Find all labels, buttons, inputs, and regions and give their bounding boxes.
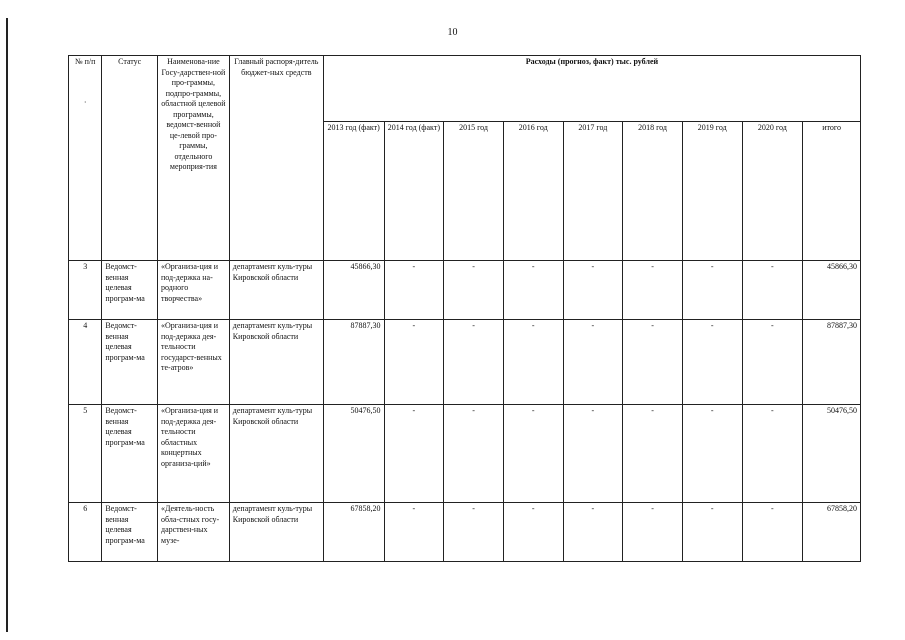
row-status: Ведомст-венная целевая програм-ма <box>102 503 158 562</box>
cell-2020: - <box>742 405 803 503</box>
cell-2016: - <box>503 503 563 562</box>
header-row-top <box>69 56 861 122</box>
cell-2018: - <box>623 320 683 405</box>
row-num: 4 <box>69 320 102 405</box>
cell-2014: - <box>384 320 444 405</box>
header-year-2014: 2014 год (факт) <box>384 122 444 261</box>
table-row <box>69 261 861 320</box>
header-budget-manager: Главный распоря-дитель бюджет-ных средств <box>229 56 323 261</box>
row-budget-manager: департамент куль-туры Кировской области <box>229 405 323 503</box>
row-budget-manager: департамент куль-туры Кировской области <box>229 261 323 320</box>
cell-2013: 67858,20 <box>323 503 384 562</box>
header-year-2020: 2020 год <box>742 122 803 261</box>
cell-2018: - <box>623 503 683 562</box>
cell-2014: - <box>384 261 444 320</box>
cell-2014: - <box>384 405 444 503</box>
cell-2017: - <box>563 503 623 562</box>
row-program-name: «Организа-ция и под-держка дея-тельности областных концертных организа-ций» <box>158 405 230 503</box>
header-year-2013: 2013 год (факт) <box>323 122 384 261</box>
cell-2018: - <box>623 405 683 503</box>
cell-2020: - <box>742 320 803 405</box>
cell-2014: - <box>384 503 444 562</box>
header-year-2017: 2017 год <box>563 122 623 261</box>
row-budget-manager: департамент куль-туры Кировской области <box>229 320 323 405</box>
cell-2019: - <box>682 261 742 320</box>
cell-total: 67858,20 <box>803 503 861 562</box>
table-row <box>69 503 861 562</box>
header-total: итого <box>803 122 861 261</box>
header-year-2015: 2015 год <box>444 122 504 261</box>
cell-total: 50476,50 <box>803 405 861 503</box>
cell-2016: - <box>503 405 563 503</box>
header-stub-mark: · <box>83 97 87 107</box>
cell-2020: - <box>742 261 803 320</box>
cell-2017: - <box>563 261 623 320</box>
cell-2019: - <box>682 320 742 405</box>
cell-2017: - <box>563 320 623 405</box>
cell-2017: - <box>563 405 623 503</box>
header-status: Статус <box>102 56 158 261</box>
budget-table <box>68 55 861 562</box>
header-year-2016: 2016 год <box>503 122 563 261</box>
row-program-name: «Деятель-ность обла-стных госу-дарствен-ных музе- <box>158 503 230 562</box>
cell-2015: - <box>444 405 504 503</box>
row-num: 6 <box>69 503 102 562</box>
cell-2013: 45866,30 <box>323 261 384 320</box>
row-status: Ведомст-венная целевая програм-ма <box>102 405 158 503</box>
row-budget-manager: департамент куль-туры Кировской области <box>229 503 323 562</box>
row-program-name: «Организа-ция и под-держка дея-тельности государст-венных те-атров» <box>158 320 230 405</box>
cell-total: 87887,30 <box>803 320 861 405</box>
cell-2019: - <box>682 405 742 503</box>
row-num: 3 <box>69 261 102 320</box>
row-program-name: «Организа-ция и под-держка на-родного творчества» <box>158 261 230 320</box>
cell-2015: - <box>444 320 504 405</box>
row-status: Ведомст-венная целевая програм-ма <box>102 261 158 320</box>
page-number: 10 <box>447 27 458 38</box>
cell-2013: 87887,30 <box>323 320 384 405</box>
header-year-2019: 2019 год <box>682 122 742 261</box>
header-program-name: Наименова-ние Госу-дарствен-ной про-граммы, подпро-граммы, областной целевой программы, ведомст-венной це-левой про-граммы, отдельного мероприя-тия <box>158 56 230 261</box>
cell-2016: - <box>503 261 563 320</box>
cell-2020: - <box>742 503 803 562</box>
cell-2016: - <box>503 320 563 405</box>
row-status: Ведомст-венная целевая програм-ма <box>102 320 158 405</box>
row-num: 5 <box>69 405 102 503</box>
table-row <box>69 320 861 405</box>
binding-edge-line <box>6 18 8 632</box>
cell-2018: - <box>623 261 683 320</box>
table-row <box>69 405 861 503</box>
cell-2013: 50476,50 <box>323 405 384 503</box>
cell-total: 45866,30 <box>803 261 861 320</box>
header-expenses-group: Расходы (прогноз, факт) тыс. рублей <box>323 56 860 122</box>
cell-2019: - <box>682 503 742 562</box>
cell-2015: - <box>444 503 504 562</box>
header-year-2018: 2018 год <box>623 122 683 261</box>
header-num: № п/п · <box>69 56 102 261</box>
cell-2015: - <box>444 261 504 320</box>
